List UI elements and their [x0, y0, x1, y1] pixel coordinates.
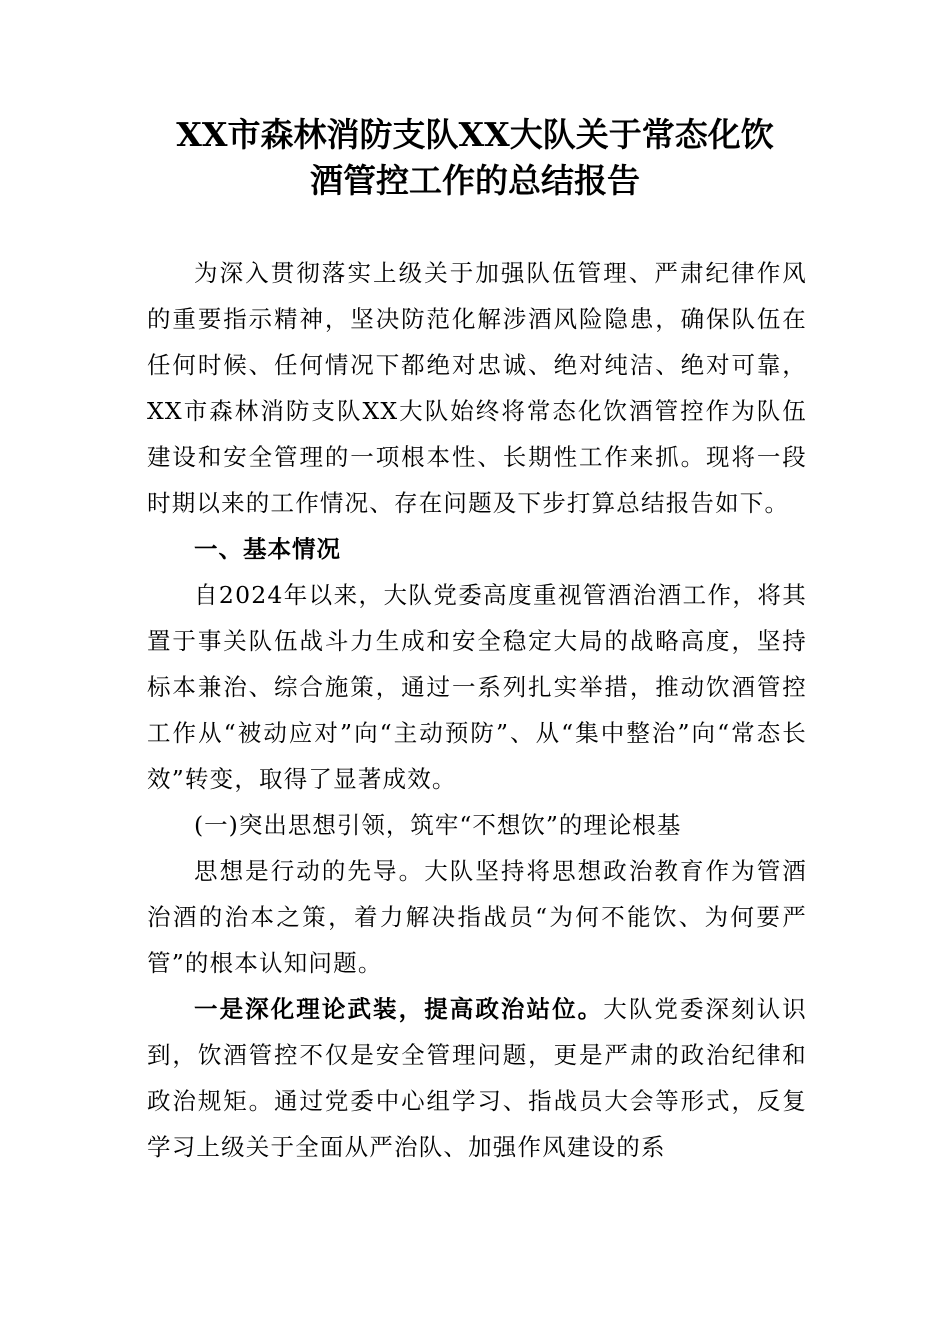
title-line-1: XX市森林消防支队XX大队关于常态化饮 [176, 115, 774, 154]
theory-armament-lead: 一是深化理论武装，提高政治站位。 [194, 995, 604, 1023]
basic-situation-paragraph: 自2024年以来，大队党委高度重视管酒治酒工作，将其置于事关队伍战斗力生成和安全稳定大局的战略高度，坚持标本兼治、综合施策，通过一系列扎实举措，推动饮酒管控工作从“被动应对”向“主动预防”、从“集中整治”向“常态长效”转变，取得了显著成效。 [147, 581, 807, 793]
theory-armament-text: 大队党委深刻认识到，饮酒管控不仅是安全管理问题，更是严肃的政治纪律和政治规矩。通过党委中心组学习、指战员大会等形式，反复学习上级关于全面从严治队、加强作风建设的系 [147, 995, 807, 1161]
intro-paragraph: 为深入贯彻落实上级关于加强队伍管理、严肃纪律作风的重要指示精神，坚决防范化解涉酒风险隐患，确保队伍在任何时候、任何情况下都绝对忠诚、绝对纯洁、绝对可靠，XX市森林消防支队XX大队始终将常态化饮酒管控作为队伍建设和安全管理的一项根本性、长期性工作来抓。现将一段时期以来的工作情况、存在问题及下步打算总结报告如下。 [147, 259, 807, 517]
document-title [120, 112, 830, 204]
section-heading-basic-situation: 一、基本情况 [194, 535, 341, 563]
title-line-2: 酒管控工作的总结报告 [310, 161, 640, 200]
ideological-leadership-paragraph: 思想是行动的先导。大队坚持将思想政治教育作为管酒治酒的治本之策，着力解决指战员“为何不能饮、为何要严管”的根本认知问题。 [147, 857, 807, 977]
theory-armament-paragraph [147, 986, 807, 1170]
document-body [147, 250, 807, 1170]
subsection-heading-ideological-leadership: (一)突出思想引领，筑牢“不想饮”的理论根基 [194, 811, 682, 839]
